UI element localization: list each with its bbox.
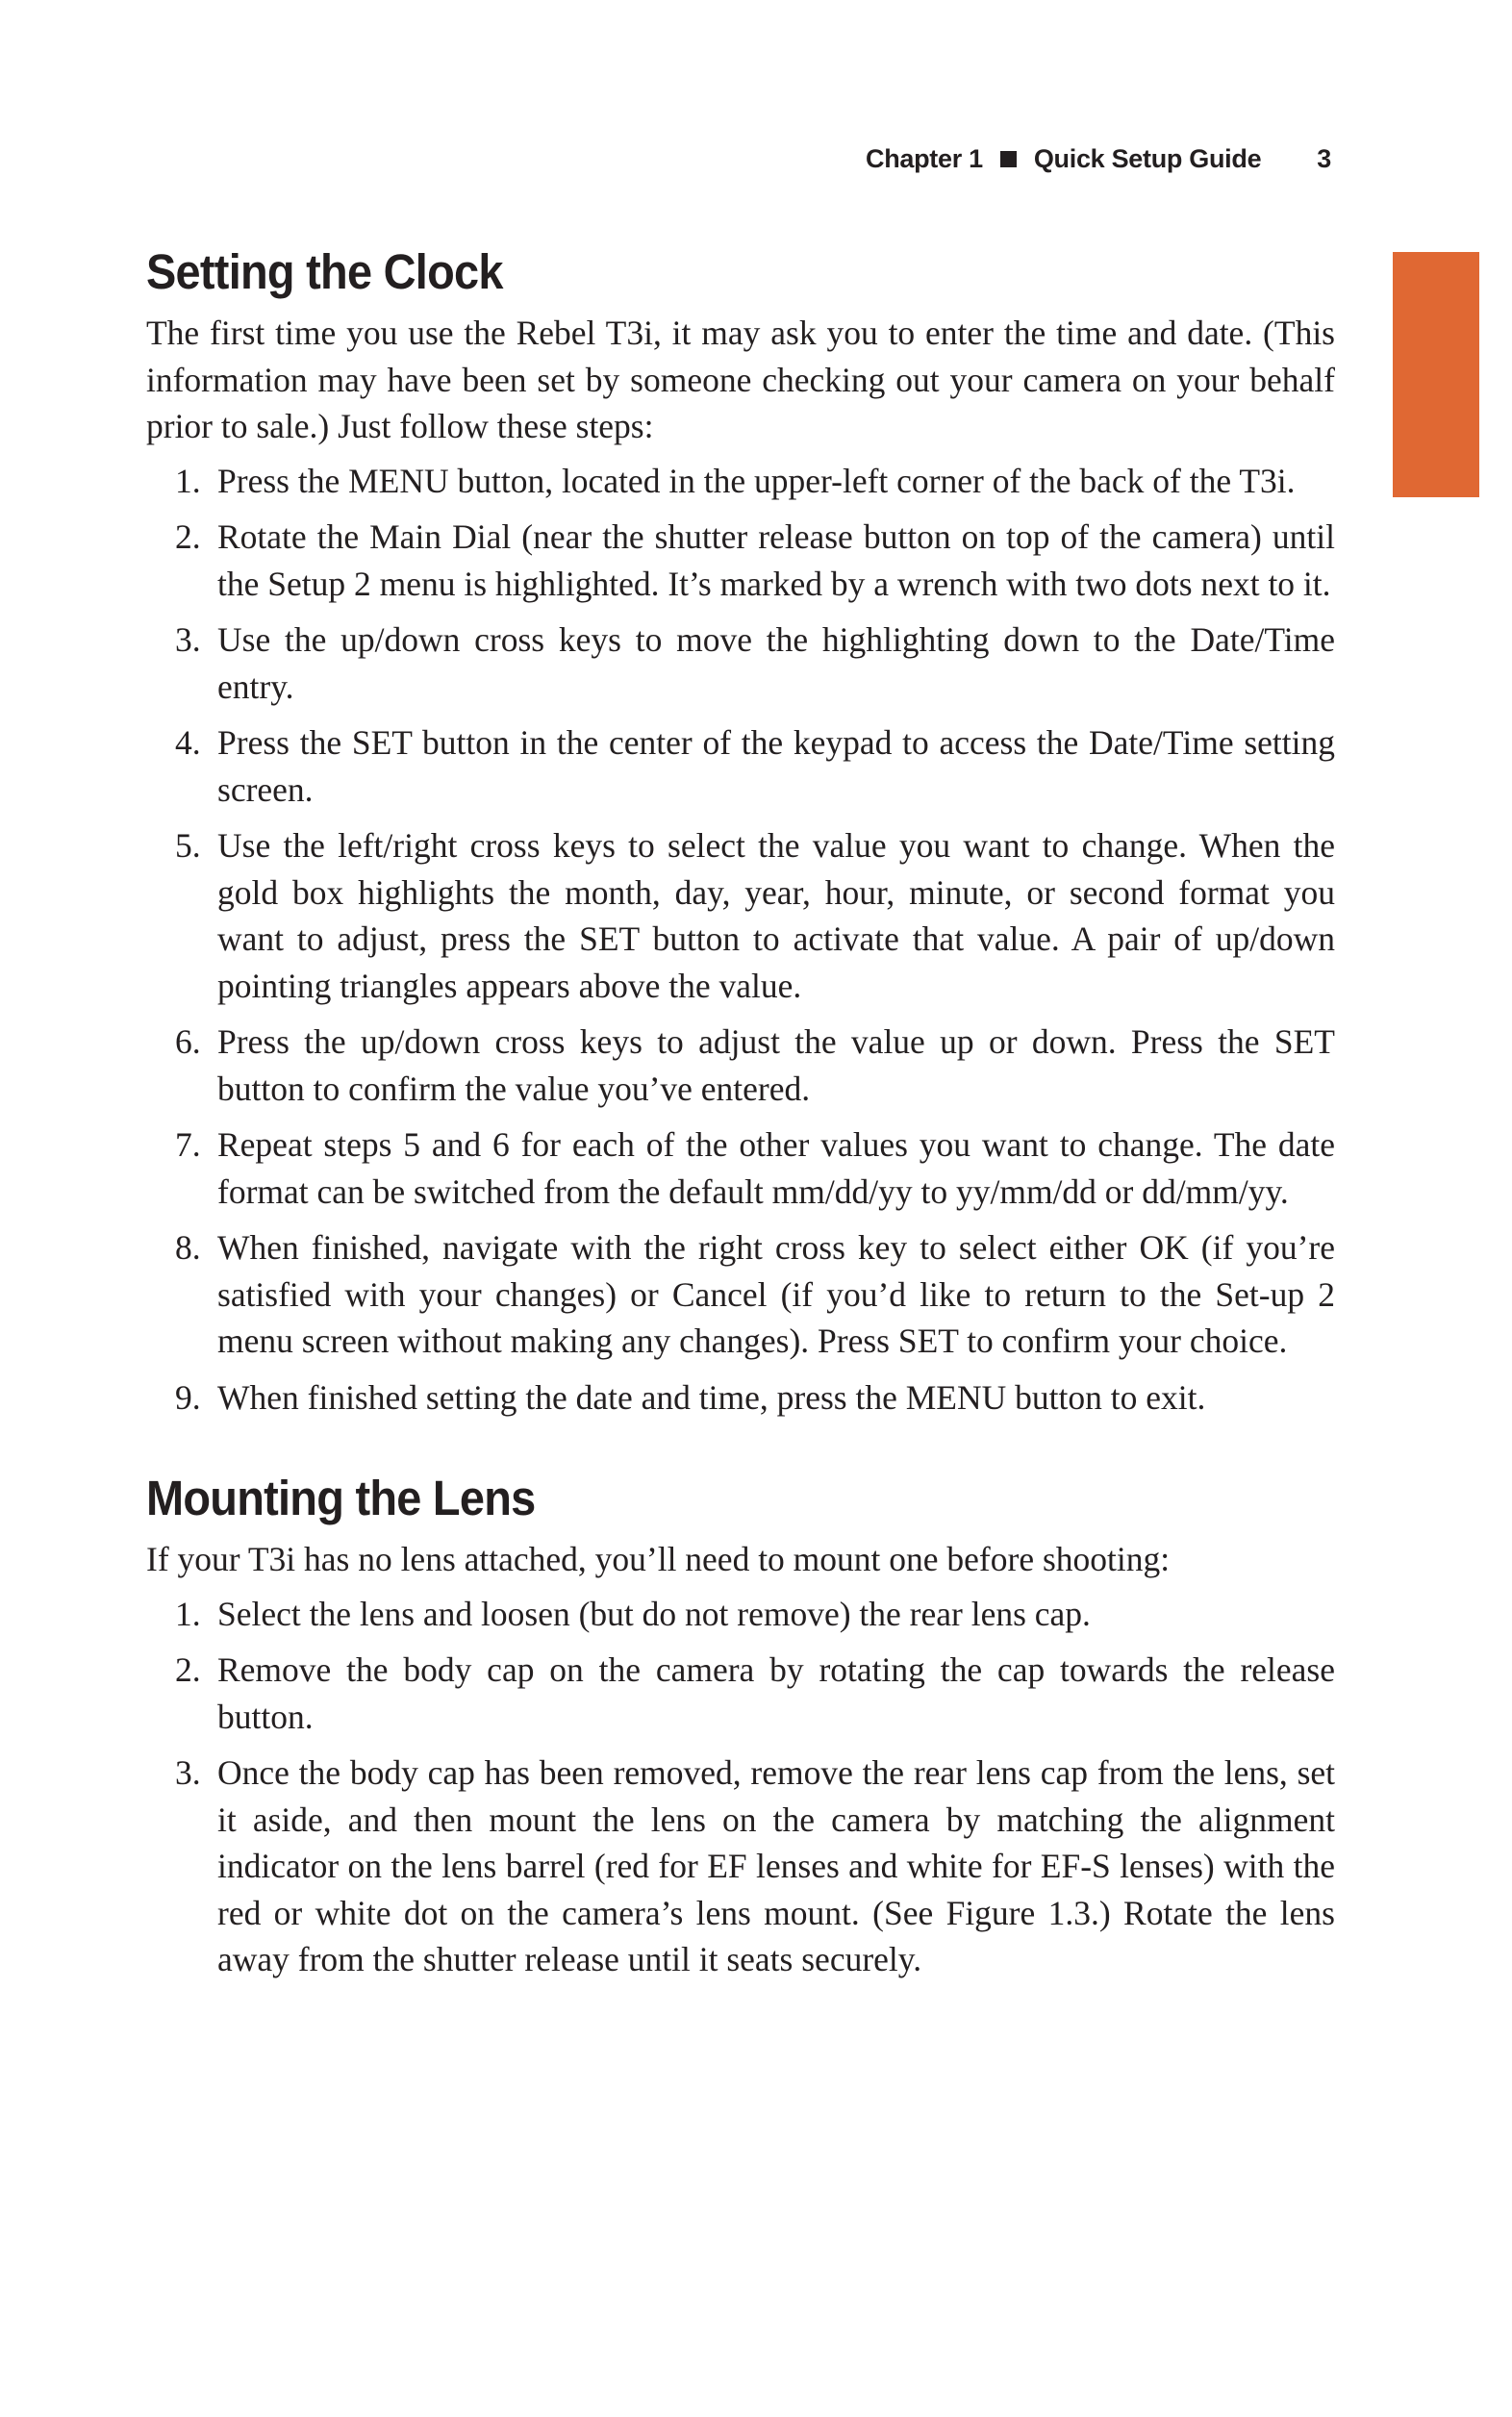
step-text: Press the up/down cross keys to adjust the value up or down. Press the SET button to confirm the value you’ve entered.	[217, 1022, 1335, 1108]
step-number: 2.	[175, 1650, 201, 1689]
step-number: 3.	[175, 620, 201, 659]
section-intro: The first time you use the Rebel T3i, it may ask you to enter the time and date. (This information may have been set by someone checking out your camera on your behalf prior to sale.) Just follow these steps:	[146, 314, 1335, 445]
chapter-thumb-tab	[1393, 252, 1479, 497]
list-item	[146, 617, 1335, 710]
square-bullet-icon	[1000, 151, 1017, 167]
step-text: Rotate the Main Dial (near the shutter release button on top of the camera) until the Setup 2 menu is highlighted. It’s marked by a wrench with two dots next to it.	[217, 517, 1335, 603]
step-text: When finished, navigate with the right cross key to select either OK (if you’re satisfied with your changes) or Cancel (if you’d like to return to the Set-up 2 menu screen without making any changes). Press SET to confirm your choice.	[217, 1228, 1335, 1360]
step-number: 4.	[175, 723, 201, 762]
steps-list	[146, 1591, 1335, 1983]
step-number: 2.	[175, 517, 201, 556]
step-number: 5.	[175, 826, 201, 865]
step-text: Press the MENU button, located in the upper-left corner of the back of the T3i.	[217, 461, 1296, 500]
list-item	[146, 1224, 1335, 1365]
running-head-chapter: Chapter 1	[866, 144, 983, 173]
list-item	[146, 1374, 1335, 1422]
step-text: Remove the body cap on the camera by rotating the cap towards the release button.	[217, 1650, 1335, 1736]
list-item	[146, 1750, 1335, 1983]
step-text: Once the body cap has been removed, remove the rear lens cap from the lens, set it aside, and then mount the lens on the camera by matching the alignment indicator on the lens barrel (red for EF lenses and white for EF-S lenses) with the red or white dot on the camera’s lens mount. (See Figure 1.3.) Rotate the lens away from the shutter release until it seats securely.	[217, 1753, 1335, 1978]
running-head	[866, 144, 1331, 174]
step-text: Use the left/right cross keys to select the value you want to change. When the gold box highlights the month, day, year, hour, minute, or second format you want to adjust, press the SET button to activate that value. A pair of up/down pointing triangles appears above the value.	[217, 826, 1335, 1005]
step-text: When finished setting the date and time, press the MENU button to exit.	[217, 1377, 1206, 1417]
list-item	[146, 458, 1335, 505]
step-number: 6.	[175, 1022, 201, 1061]
section-intro: If your T3i has no lens attached, you’ll need to mount one before shooting:	[146, 1540, 1171, 1578]
list-item	[146, 1591, 1335, 1638]
list-item	[146, 1019, 1335, 1112]
section-heading: Setting the Clock	[146, 244, 503, 299]
page-content	[146, 240, 1335, 1993]
step-text: Select the lens and loosen (but do not remove) the rear lens cap.	[217, 1594, 1091, 1633]
section-setting-the-clock	[146, 240, 1335, 1421]
step-text: Repeat steps 5 and 6 for each of the other values you want to change. The date format can be switched from the default mm/dd/yy to yy/mm/dd or dd/mm/yy.	[217, 1125, 1335, 1211]
step-number: 9.	[175, 1377, 201, 1417]
step-number: 8.	[175, 1228, 201, 1267]
list-item	[146, 822, 1335, 1009]
steps-list	[146, 458, 1335, 1422]
step-text: Use the up/down cross keys to move the highlighting down to the Date/Time entry.	[217, 620, 1335, 706]
section-heading: Mounting the Lens	[146, 1471, 536, 1525]
list-item	[146, 719, 1335, 813]
running-head-title: Quick Setup Guide	[1033, 144, 1262, 173]
step-number: 3.	[175, 1753, 201, 1792]
step-number: 1.	[175, 461, 201, 500]
list-item	[146, 1121, 1335, 1215]
section-mounting-the-lens	[146, 1467, 1335, 1983]
step-number: 7.	[175, 1125, 201, 1164]
page-number: 3	[1317, 144, 1331, 173]
list-item	[146, 514, 1335, 607]
list-item	[146, 1647, 1335, 1740]
step-text: Press the SET button in the center of the keypad to access the Date/Time setting screen.	[217, 723, 1335, 809]
step-number: 1.	[175, 1594, 201, 1633]
